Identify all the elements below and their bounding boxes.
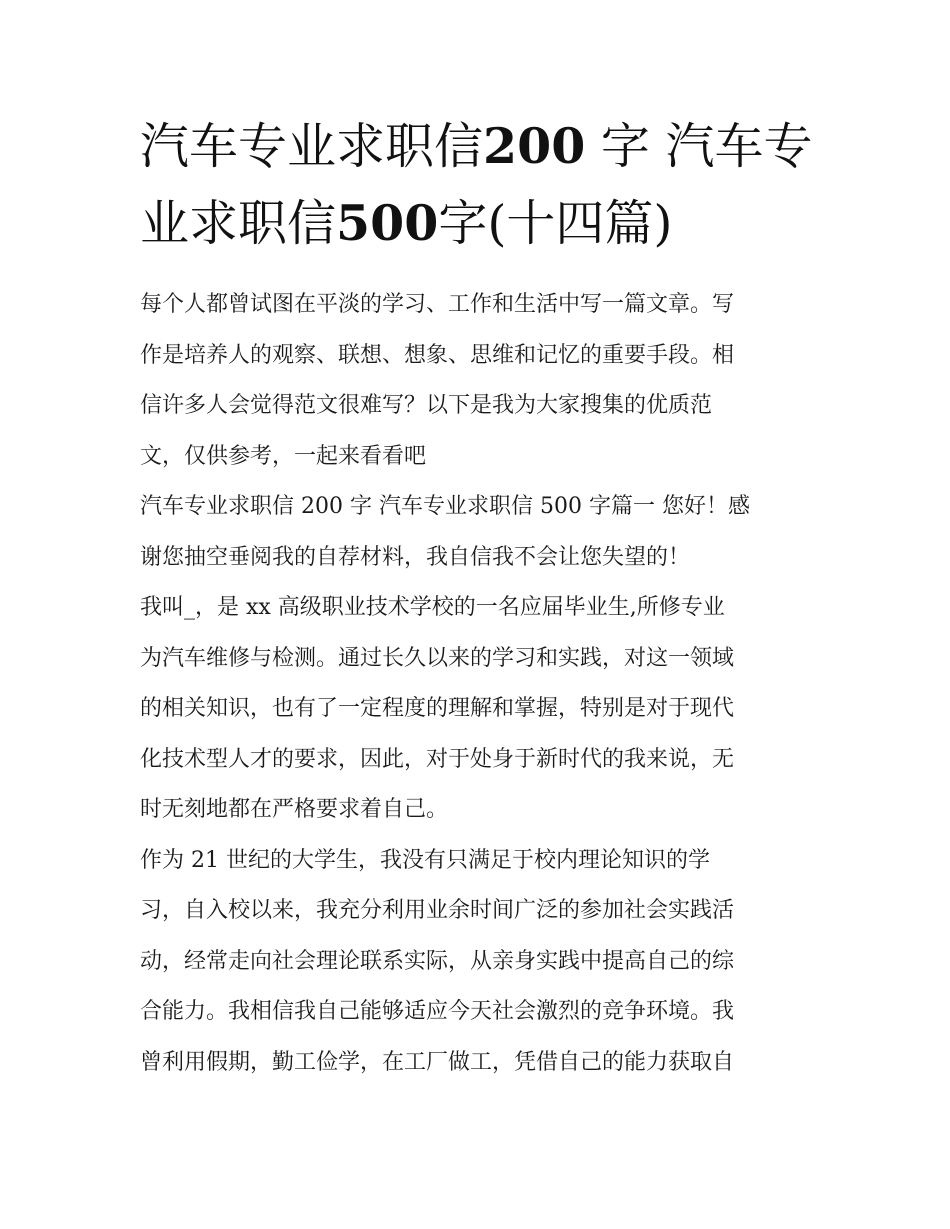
- text-line: 我叫_，是 xx 高级职业技术学校的一名应届毕业生,所修专业: [140, 595, 725, 620]
- title-text-1: 汽车专业求职信: [140, 118, 484, 175]
- text-line: 的相关知识，也有了一定程度的理解和掌握，特别是对于现代: [140, 696, 735, 721]
- text-line: 习，自入校以来，我充分利用业余时间广泛的参加社会实践活: [140, 898, 735, 923]
- text-line: 文，仅供参考，一起来看看吧: [140, 443, 427, 469]
- title-text-2: 字 汽车专业求职信: [140, 118, 813, 252]
- text-line: 信许多人会觉得范文很难写？以下是我为大家搜集的优质范: [140, 393, 713, 418]
- text-line: 动，经常走向社会理论联系实际，从亲身实践中提高自己的综: [140, 948, 735, 974]
- text-line: 为汽车维修与检测。通过长久以来的学习和实践，对这一领域: [140, 645, 735, 671]
- text-line: 作是培养人的观察、联想、想象、思维和记忆的重要手段。相: [140, 342, 735, 368]
- text-line: 化技术型人才的要求，因此，对于处身于新时代的我来说，无: [140, 746, 735, 772]
- text-line: 曾利用假期，勤工俭学，在工厂做工，凭借自己的能力获取自: [140, 1049, 735, 1075]
- title-number-500: 500: [336, 194, 439, 252]
- document-body: [140, 280, 820, 1088]
- text-line: 合能力。我相信我自己能够适应今天社会激烈的竞争环境。我: [140, 999, 735, 1024]
- title-text-3: 字(十四篇): [438, 195, 673, 252]
- title-number-200: 200: [483, 117, 586, 175]
- document-title: [140, 108, 820, 262]
- text-line: 作为 21 世纪的大学生，我没有只满足于校内理论知识的学: [140, 847, 710, 873]
- text-line: 汽车专业求职信 200 字 汽车专业求职信 500 字篇一 您好！感: [140, 494, 750, 519]
- text-line: 时无刻地都在严格要求着自己。: [140, 797, 449, 822]
- text-line: 每个人都曾试图在平淡的学习、工作和生活中写一篇文章。写: [140, 292, 735, 317]
- text-line: 谢您抽空垂阅我的自荐材料，我自信我不会让您失望的！: [140, 544, 691, 570]
